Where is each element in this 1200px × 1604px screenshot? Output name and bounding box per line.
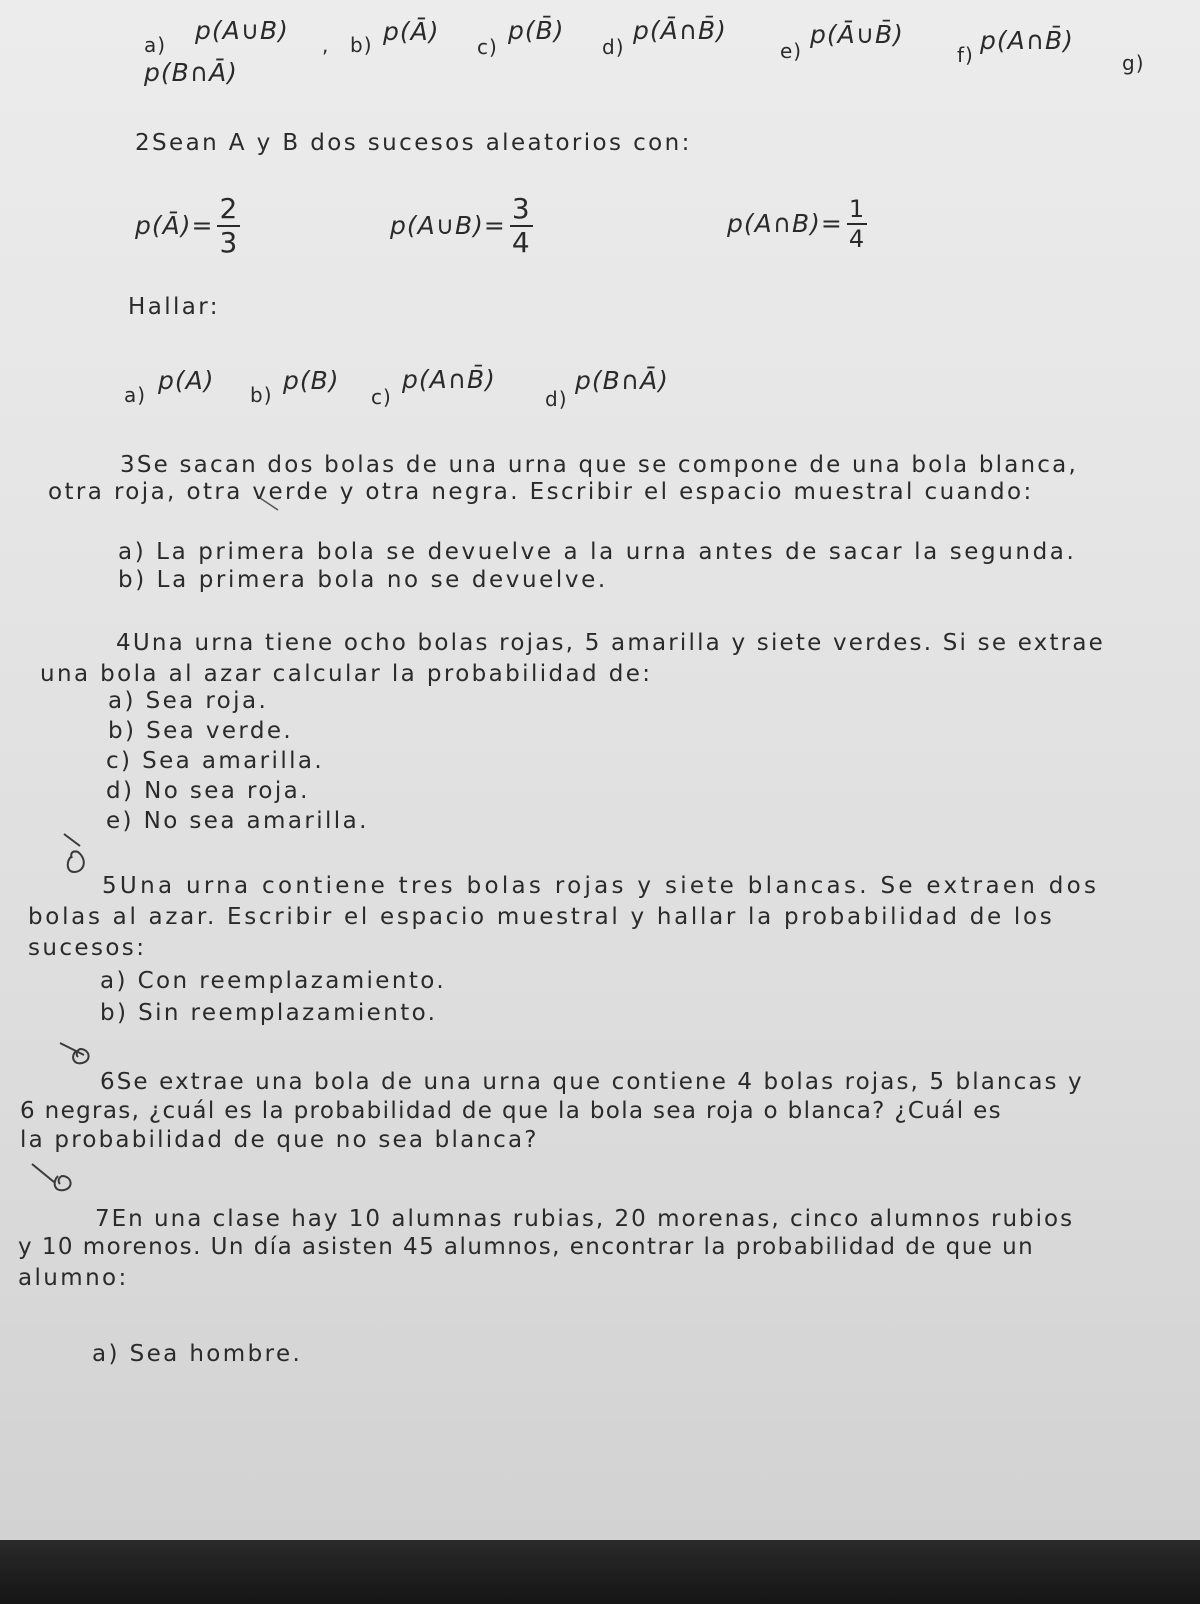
ex1-b-label: b) [350, 33, 373, 57]
pencil-mark-ex5 [58, 830, 108, 880]
ex1-g-expr: p(B∩Ā) [144, 58, 238, 87]
ex2-d-expr: p(B∩Ā) [575, 366, 669, 395]
ex4-item-e: e) No sea amarilla. [106, 808, 369, 834]
ex2-intro: 2Sean A y B dos sucesos aleatorios con: [135, 130, 692, 156]
ex2-c-label: c) [371, 385, 392, 409]
ex2-given2-lhs: p(A∪B)= [390, 211, 506, 240]
ex2-given-p-intersection [727, 197, 867, 251]
pencil-tick [258, 496, 288, 516]
ex2-given2-fraction [510, 192, 533, 259]
ex7-line2: y 10 morenos. Un día asisten 45 alumnos, encontrar la probabilidad de que un [18, 1234, 1035, 1260]
ex4-line2: una bola al azar calcular la probabilidad de: [40, 661, 653, 687]
ex4-line1: 4Una urna tiene ocho bolas rojas, 5 amarilla y siete verdes. Si se extrae [116, 630, 1105, 656]
pencil-mark-ex6 [56, 1035, 116, 1080]
ex2-given1-den: 3 [219, 226, 239, 259]
ex7-line3: alumno: [18, 1265, 129, 1291]
ex4-item-a: a) Sea roja. [108, 688, 269, 714]
ex1-f-label: f) [957, 43, 974, 67]
background-shadow [0, 1540, 1200, 1604]
ex6-line1: 6Se extrae una bola de una urna que contiene 4 bolas rojas, 5 blancas y [100, 1069, 1084, 1095]
ex6-line3: la probabilidad de que no sea blanca? [20, 1127, 539, 1153]
ex5-line1: 5Una urna contiene tres bolas rojas y siete blancas. Se extraen dos [102, 873, 1100, 899]
ex2-a-label: a) [124, 383, 147, 407]
ex2-given3-num: 1 [848, 195, 866, 223]
ex1-comma: , [322, 33, 330, 57]
ex2-given1-lhs: p(Ā)= [135, 211, 214, 240]
ex2-hallar: Hallar: [128, 294, 220, 320]
ex1-c-label: c) [477, 35, 498, 59]
ex1-d-label: d) [602, 35, 625, 59]
ex2-a-expr: p(A) [158, 366, 215, 395]
ex3-line2: otra roja, otra verde y otra negra. Escribir el espacio muestral cuando: [48, 479, 1034, 505]
ex3-item-b: b) La primera bola no se devuelve. [118, 567, 608, 593]
ex5-item-a: a) Con reemplazamiento. [100, 968, 447, 994]
ex1-c-expr: p(B̄) [508, 16, 565, 45]
ex2-given2-num: 3 [511, 192, 531, 225]
ex2-b-expr: p(B) [283, 366, 340, 395]
ex2-given3-fraction [847, 197, 867, 251]
ex1-a-expr: p(A∪B) [195, 16, 289, 45]
ex2-given1-fraction [217, 192, 240, 259]
ex4-item-c: c) Sea amarilla. [106, 748, 325, 774]
ex2-c-expr: p(A∩B̄) [402, 365, 496, 394]
ex5-line3: sucesos: [28, 935, 147, 961]
ex1-e-label: e) [780, 39, 803, 63]
ex2-given2-den: 4 [511, 226, 531, 259]
ex1-b-expr: p(Ā) [383, 17, 440, 46]
ex3-item-a: a) La primera bola se devuelve a la urna antes de sacar la segunda. [118, 539, 1077, 565]
ex3-line1: 3Se sacan dos bolas de una urna que se compone de una bola blanca, [120, 452, 1078, 478]
ex1-d-expr: p(Ā∩B̄) [633, 16, 727, 45]
pencil-mark-ex7 [28, 1160, 88, 1205]
ex2-given3-lhs: p(A∩B)= [727, 209, 843, 238]
ex7-line1: 7En una clase hay 10 alumnas rubias, 20 morenas, cinco alumnos rubios [95, 1206, 1075, 1232]
ex2-b-label: b) [250, 383, 273, 407]
ex1-g-label: g) [1122, 51, 1145, 75]
ex6-line2: 6 negras, ¿cuál es la probabilidad de que la bola sea roja o blanca? ¿Cuál es [20, 1098, 1002, 1124]
ex1-a-label: a) [144, 33, 167, 57]
ex2-given-p-union [390, 192, 533, 259]
ex2-given3-den: 4 [848, 225, 866, 253]
ex5-line2: bolas al azar. Escribir el espacio muestral y hallar la probabilidad de los [28, 904, 1055, 930]
ex2-given-p-not-a [135, 192, 240, 259]
ex7-item-a: a) Sea hombre. [92, 1341, 303, 1367]
ex5-item-b: b) Sin reemplazamiento. [100, 1000, 438, 1026]
ex4-item-b: b) Sea verde. [108, 718, 294, 744]
ex4-item-d: d) No sea roja. [106, 778, 310, 804]
ex1-e-expr: p(Ā∪B̄) [810, 20, 904, 49]
ex2-d-label: d) [545, 387, 568, 411]
ex2-given1-num: 2 [219, 192, 239, 225]
ex1-f-expr: p(A∩B̄) [980, 26, 1074, 55]
